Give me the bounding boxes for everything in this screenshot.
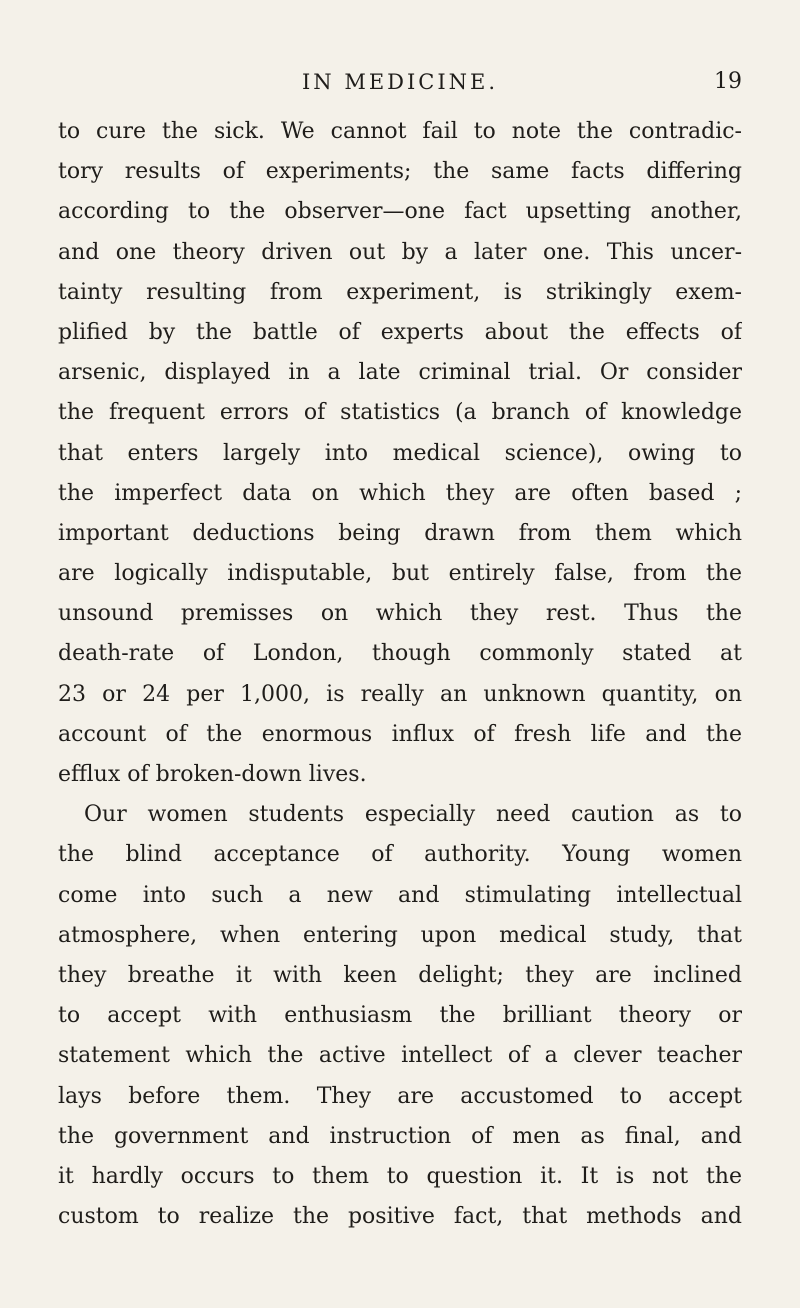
text-line: Our women students especially need caution as to <box>84 802 742 828</box>
text-line: come into such a new and stimulating intellectual <box>58 882 742 908</box>
text-line: the blind acceptance of authority. Young women <box>58 842 742 868</box>
text-line: to accept with enthusiasm the brilliant theory or <box>58 1003 742 1029</box>
text-line: atmosphere, when entering upon medical study, that <box>58 922 742 948</box>
page-number: 19 <box>714 69 742 94</box>
text-line: to cure the sick. We cannot fail to note the contradic- <box>58 119 742 144</box>
body-text <box>58 112 742 1237</box>
text-line: they breathe it with keen delight; they are inclined <box>58 962 742 988</box>
text-line: it hardly occurs to them to question it. It is not the <box>58 1163 742 1189</box>
text-line: the frequent errors of statistics (a branch of knowledge <box>58 400 742 426</box>
text-line: and one theory driven out by a later one. This uncer- <box>58 239 742 265</box>
text-line: tory results of experiments; the same facts differing <box>58 159 742 185</box>
text-line: the government and instruction of men as final, and <box>58 1123 742 1149</box>
text-line: 23 or 24 per 1,000, is really an unknown quantity, on <box>58 681 742 707</box>
text-line: arsenic, displayed in a late criminal trial. Or consider <box>58 360 742 386</box>
text-line: plified by the battle of experts about the effects of <box>58 319 742 345</box>
text-line: account of the enormous influx of fresh life and the <box>58 721 742 747</box>
text-line: custom to realize the positive fact, that methods and <box>58 1204 742 1230</box>
running-head <box>58 62 742 106</box>
text-line: that enters largely into medical science), owing to <box>58 440 742 466</box>
text-line: are logically indisputable, but entirely false, from the <box>58 561 742 587</box>
text-line: statement which the active intellect of a clever teacher <box>58 1043 742 1069</box>
text-line: unsound premisses on which they rest. Thus the <box>58 601 742 627</box>
text-line: efflux of broken-down lives. <box>58 762 367 787</box>
text-line: important deductions being drawn from them which <box>58 520 742 546</box>
running-title: IN MEDICINE. <box>301 70 499 94</box>
text-line: according to the observer—one fact upsetting another, <box>58 199 742 225</box>
text-line: lays before them. They are accustomed to accept <box>58 1083 742 1109</box>
text-line: death-rate of London, though commonly stated at <box>58 641 742 667</box>
text-line: tainty resulting from experiment, is strikingly exem- <box>58 279 742 305</box>
text-line: the imperfect data on which they are often based ; <box>58 480 742 506</box>
